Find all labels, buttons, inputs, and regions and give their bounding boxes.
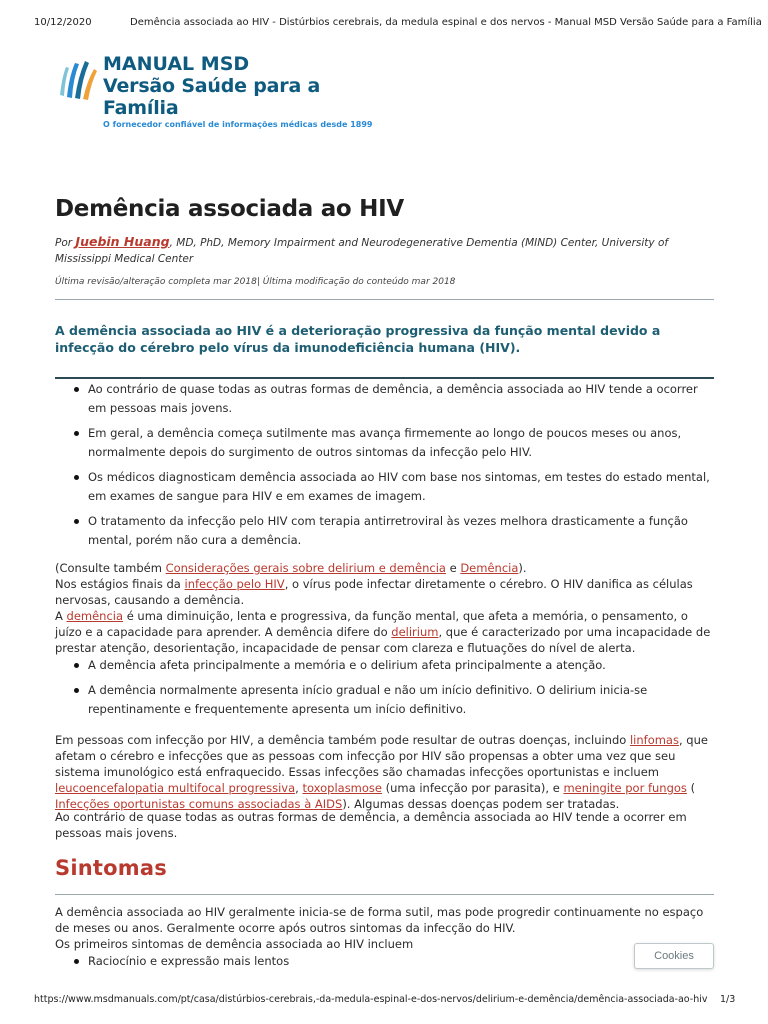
link-delirium-dementia-overview[interactable]: Considerações gerais sobre delirium e demência	[165, 561, 446, 575]
print-date: 10/12/2020	[34, 17, 92, 28]
logo-line-2: Versão Saúde para a Família	[103, 75, 321, 119]
paragraph-late-stages	[55, 576, 715, 608]
print-page-title: Demência associada ao HIV - Distúrbios cerebrais, da medula espinal e dos nervos - Manual MSD Versão Saúde para a Família	[130, 17, 762, 28]
see-also-prefix: (Consulte também	[55, 561, 166, 575]
text-span: , o vírus pode infectar diretamente o cérebro. O HIV danifica as células nervosas, causando a demência.	[55, 577, 693, 607]
text-span: , que é caracterizado por uma incapacidade de prestar atenção, desorientação, incapacidade de pensar com clareza e flutuações do nível de alerta.	[55, 625, 711, 655]
cookies-button[interactable]: Cookies	[634, 943, 714, 969]
link-toxoplasmosis[interactable]: toxoplasmose	[302, 781, 382, 795]
list-item: Raciocínio e expressão mais lentos	[88, 952, 718, 971]
section-heading-symptoms: Sintomas	[55, 856, 167, 880]
link-dementia[interactable]: Demência	[460, 561, 519, 575]
section-divider	[55, 894, 714, 895]
text-span: (uma infecção por parasita), e	[382, 781, 564, 795]
byline-prefix: Por	[55, 237, 76, 249]
text-span: é uma diminuição, lenta e progressiva, da função mental, que afeta a memória, o pensamento, o juízo e a capacidade para aprender. A demência difere do	[55, 609, 688, 639]
page-title: Demência associada ao HIV	[55, 196, 404, 222]
see-also	[55, 560, 715, 576]
list-item: Em geral, a demência começa sutilmente mas avança firmemente ao longo de poucos meses ou anos, normalmente depois do surgimento de outros sintomas da infecção pelo HIV.	[88, 424, 718, 462]
text-span: (	[686, 781, 696, 795]
link-delirium[interactable]: delirium	[391, 625, 439, 639]
print-header	[0, 17, 768, 31]
text-span: Em pessoas com infecção por HIV, a demência também pode resultar de outras doenças, incluindo	[55, 733, 630, 747]
article-summary: A demência associada ao HIV é a deterioração progressiva da função mental devido a infecção do cérebro pelo vírus da imunodeficiência humana (HIV).	[55, 323, 661, 355]
byline	[55, 234, 715, 267]
print-url: https://www.msdmanuals.com/pt/casa/distúrbios-cerebrais,-da-medula-espinal-e-dos-nervos/delirium-e-demência/demência-associada-ao-hiv	[34, 994, 708, 1005]
key-points-list	[88, 380, 718, 550]
revision-date: Última revisão/alteração completa mar 2018| Última modificação do conteúdo mar 2018	[55, 277, 456, 287]
page-number: 1/3	[720, 994, 736, 1005]
text-span: ). Algumas dessas doenças podem ser tratadas.	[342, 797, 620, 811]
list-item: Ao contrário de quase todas as outras formas de demência, a demência associada ao HIV tende a ocorrer em pessoas mais jovens.	[88, 380, 718, 418]
msd-logo[interactable]	[56, 53, 396, 129]
link-lymphomas[interactable]: linfomas	[629, 733, 679, 747]
text-span: , que afetam o cérebro e infecções que as pessoas com infecção por HIV são propensas a obter uma vez que seu sistema imunológico está enfraquecido. Essas infecções são chamadas infecções oportunistas e incluem	[55, 733, 708, 779]
text-span: ,	[295, 781, 303, 795]
symptoms-list	[88, 952, 718, 971]
text-span: A	[55, 609, 67, 623]
link-opportunistic-infections[interactable]: Infecções oportunistas comuns associadas à AIDS	[55, 797, 343, 811]
link-dementia-2[interactable]: demência	[66, 609, 124, 623]
paragraph-younger: Ao contrário de quase todas as outras formas de demência, a demência associada ao HIV tende a ocorrer em pessoas mais jovens.	[55, 810, 687, 840]
author-link[interactable]: Juebin Huang	[75, 234, 170, 249]
text-span: Nos estágios finais da	[55, 577, 185, 591]
link-hiv-infection[interactable]: infecção pelo HIV	[184, 577, 285, 591]
symptoms-paragraph-2: Os primeiros sintomas de demência associada ao HIV incluem	[55, 937, 414, 951]
link-fungal-meningitis[interactable]: meningite por fungos	[563, 781, 687, 795]
compare-list	[88, 656, 718, 719]
list-item: O tratamento da infecção pelo HIV com terapia antirretroviral às vezes melhora drasticamente a função mental, porém não cura a demência.	[88, 512, 718, 550]
paragraph-dementia-definition	[55, 608, 715, 656]
author-affiliation: , MD, PhD, Memory Impairment and Neurodegenerative Dementia (MIND) Center, University of Mississippi Medical Center	[55, 237, 669, 265]
symptoms-paragraph-1: A demência associada ao HIV geralmente inicia-se de forma sutil, mas pode progredir continuamente no espaço de meses ou anos. Geralmente ocorre após outros sintomas da infecção do HIV.	[55, 905, 704, 935]
paragraph-other-causes	[55, 732, 715, 812]
logo-tagline: O fornecedor confiável de informações médicas desde 1899	[103, 120, 373, 129]
logo-line-1: MANUAL MSD	[103, 53, 250, 75]
divider	[55, 299, 714, 300]
see-also-mid: e	[445, 561, 461, 575]
summary-divider	[55, 377, 714, 379]
list-item: A demência afeta principalmente a memória e o delirium afeta principalmente a atenção.	[88, 656, 718, 675]
see-also-suffix: ).	[518, 561, 527, 575]
list-item: A demência normalmente apresenta início gradual e não um início definitivo. O delirium inicia-se repentinamente e frequentemente apresenta um início definitivo.	[88, 681, 718, 719]
list-item: Os médicos diagnosticam demência associada ao HIV com base nos sintomas, em testes do estado mental, em exames de sangue para HIV e em exames de imagem.	[88, 468, 718, 506]
link-pml[interactable]: leucoencefalopatia multifocal progressiva	[55, 781, 296, 795]
msd-logo-icon	[56, 55, 98, 101]
